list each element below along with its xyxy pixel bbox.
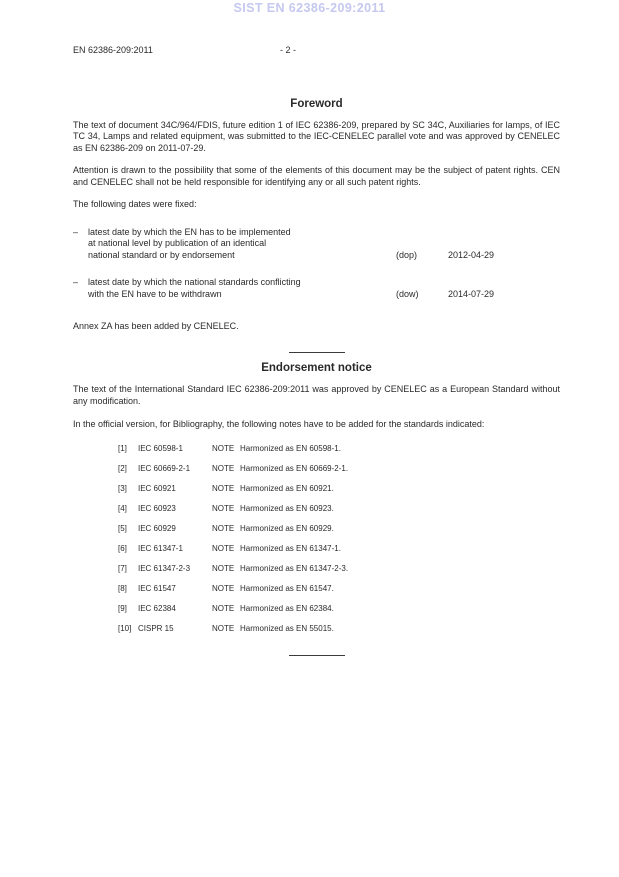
bib-ref: [3] (118, 483, 127, 493)
bibliography-row (118, 563, 560, 574)
watermark-text: SIST EN 62386-209:2011 (233, 1, 386, 15)
foreword-title: Foreword (290, 98, 343, 110)
bibliography-list (118, 443, 560, 634)
fixed-date-line: with the EN have to be withdrawn (88, 288, 222, 299)
foreword-paragraph: The text of document 34C/964/FDIS, future edition 1 of IEC 62386-209, prepared by SC 34C, Auxiliaries for lamps, of IEC TC 34, Lamps and related equipment, was submitted to the IEC-CENELEC parallel vote and was approved by CENELEC as EN 62386-209 on 2011-07-29. (73, 119, 560, 153)
bib-note: Harmonized as EN 60669-2-1. (240, 463, 349, 473)
bib-note: Harmonized as EN 62384. (240, 603, 334, 613)
bibliography-row (118, 463, 560, 474)
bib-note-label: NOTE (212, 603, 235, 613)
bibliography-row (118, 623, 560, 634)
date-value: 2014-07-29 (448, 288, 495, 299)
bibliography-row (118, 503, 560, 514)
bib-note-label: NOTE (212, 483, 235, 493)
bib-standard: CISPR 15 (138, 623, 174, 633)
bib-note-label: NOTE (212, 443, 235, 453)
bibliography-row (118, 543, 560, 554)
bib-note-label: NOTE (212, 583, 235, 593)
bib-note: Harmonized as EN 61347-1. (240, 543, 341, 553)
fixed-date-line: latest date by which the EN has to be implemented (88, 226, 291, 237)
dash-bullet: – (73, 226, 79, 237)
fixed-date-lines (88, 227, 396, 262)
bib-ref: [5] (118, 523, 127, 533)
bib-note: Harmonized as EN 60598-1. (240, 443, 341, 453)
page-content (73, 0, 560, 656)
bib-standard: IEC 62384 (138, 603, 176, 613)
bib-ref: [9] (118, 603, 127, 613)
bib-ref: [10] (118, 623, 132, 633)
section-divider (289, 352, 345, 353)
bibliography-row (118, 483, 560, 494)
endorsement-paragraph: The text of the International Standard IEC 62386-209:2011 was approved by CENELEC as a European Standard without any modification. (73, 384, 560, 406)
endorsement-paragraph: In the official version, for Bibliography, the following notes have to be added for the standards indicated: (73, 419, 485, 429)
fixed-date-line: national standard or by endorsement (88, 249, 235, 260)
document-number: EN 62386-209:2011 (73, 45, 153, 55)
bib-note-label: NOTE (212, 463, 235, 473)
endorsement-title: Endorsement notice (261, 361, 372, 374)
section-divider (289, 655, 345, 656)
bib-note: Harmonized as EN 61347-2-3. (240, 563, 349, 573)
date-code: (dow) (396, 288, 419, 299)
fixed-date-line: at national level by publication of an identical (88, 238, 267, 248)
bibliography-row (118, 443, 560, 454)
bib-ref: [6] (118, 543, 127, 553)
bibliography-row (118, 583, 560, 594)
bib-ref: [7] (118, 563, 127, 573)
bib-ref: [2] (118, 463, 127, 473)
page-header (73, 45, 560, 57)
bib-note: Harmonized as EN 60929. (240, 523, 334, 533)
bib-note: Harmonized as EN 60921. (240, 483, 334, 493)
bib-note: Harmonized as EN 60923. (240, 503, 334, 513)
annex-note: Annex ZA has been added by CENELEC. (73, 321, 239, 331)
bib-standard: IEC 60929 (138, 523, 176, 533)
page-number: - 2 - (280, 45, 297, 55)
bib-standard: IEC 61347-1 (138, 543, 183, 553)
bib-standard: IEC 60923 (138, 503, 176, 513)
fixed-date-item (73, 277, 560, 300)
bib-note-label: NOTE (212, 523, 235, 533)
foreword-paragraph: Attention is drawn to the possibility that some of the elements of this document may be the subject of patent rights. CEN and CENELEC shall not be held responsible for identifying any or all such patent rights. (73, 165, 560, 187)
bib-standard: IEC 60598-1 (138, 443, 183, 453)
bib-standard: IEC 60921 (138, 483, 176, 493)
bib-standard: IEC 61547 (138, 583, 176, 593)
bibliography-row (118, 523, 560, 534)
fixed-date-description (73, 227, 396, 262)
fixed-date-description (73, 277, 396, 300)
bib-standard: IEC 60669-2-1 (138, 463, 191, 473)
fixed-date-lines (88, 277, 396, 300)
bib-note-label: NOTE (212, 563, 235, 573)
fixed-date-item (73, 227, 560, 262)
bib-standard: IEC 61347-2-3 (138, 563, 191, 573)
bib-note-label: NOTE (212, 503, 235, 513)
bib-ref: [1] (118, 443, 127, 453)
bib-ref: [8] (118, 583, 127, 593)
fixed-date-line: latest date by which the national standards conflicting (88, 277, 301, 287)
bib-note-label: NOTE (212, 623, 235, 633)
foreword-paragraph: The following dates were fixed: (73, 199, 197, 209)
bib-note: Harmonized as EN 55015. (240, 623, 334, 633)
date-code: (dop) (396, 249, 418, 260)
date-value: 2012-04-29 (448, 249, 495, 260)
bibliography-row (118, 603, 560, 614)
bib-ref: [4] (118, 503, 127, 513)
dash-bullet: – (73, 277, 79, 287)
bib-note-label: NOTE (212, 543, 235, 553)
bib-note: Harmonized as EN 61547. (240, 583, 334, 593)
